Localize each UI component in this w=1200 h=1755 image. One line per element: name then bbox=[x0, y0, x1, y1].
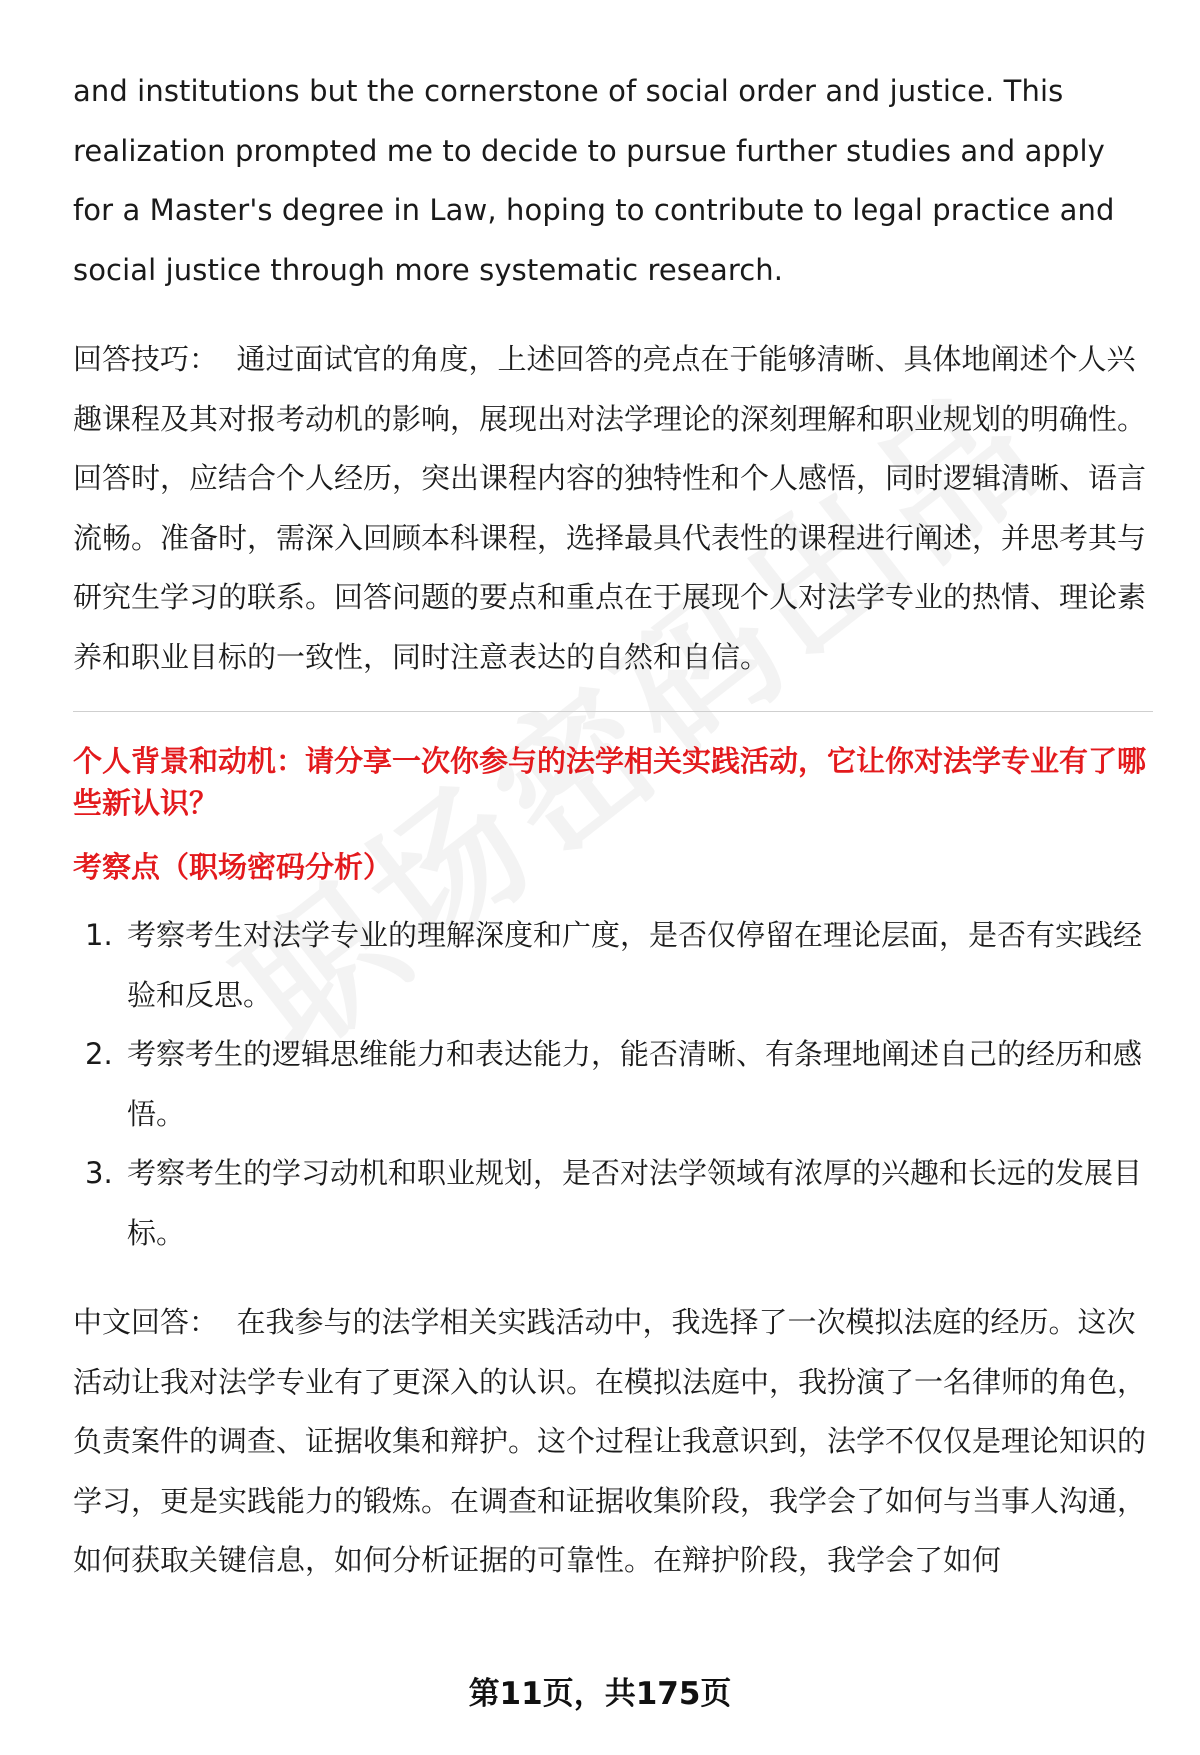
exam-points-title: 考察点（职场密码分析） bbox=[73, 850, 393, 884]
list-item bbox=[73, 1025, 1153, 1144]
list-item-number: 3. bbox=[85, 1156, 113, 1190]
page-number: 第11页，共175页 bbox=[468, 1676, 732, 1712]
answer-paragraph bbox=[73, 1293, 1153, 1591]
list-item-text: 考察考生的学习动机和职业规划，是否对法学领域有浓厚的兴趣和长远的发展目标。 bbox=[127, 1156, 1143, 1250]
english-paragraph: and institutions but the cornerstone of social order and justice. This realization prompted me to decide to pursue further studies and apply for a Master's degree in Law, hoping to contribute to legal practice and social justice through more systematic research. bbox=[73, 74, 1115, 287]
list-item-number: 2. bbox=[85, 1037, 113, 1071]
tips-paragraph bbox=[73, 330, 1153, 687]
question-heading: 个人背景和动机：请分享一次你参与的法学相关实践活动，它让你对法学专业有了哪些新认识？ bbox=[73, 744, 1147, 820]
tips-label: 回答技巧： bbox=[73, 342, 219, 376]
answer-label: 中文回答： bbox=[73, 1305, 219, 1339]
list-item bbox=[73, 906, 1153, 1025]
list-item-text: 考察考生对法学专业的理解深度和广度，是否仅停留在理论层面，是否有实践经验和反思。 bbox=[127, 918, 1143, 1012]
tips-text: 通过面试官的角度，上述回答的亮点在于能够清晰、具体地阐述个人兴趣课程及其对报考动机的影响，展现出对法学理论的深刻理解和职业规划的明确性。回答时，应结合个人经历，突出课程内容的独特性和个人感悟，同时逻辑清晰、语言流畅。准备时，需深入回顾本科课程，选择最具代表性的课程进行阐述，并思考其与研究生学习的联系。回答问题的要点和重点在于展现个人对法学专业的热情、理论素养和职业目标的一致性，同时注意表达的自然和自信。 bbox=[73, 342, 1147, 674]
answer-text: 在我参与的法学相关实践活动中，我选择了一次模拟法庭的经历。这次活动让我对法学专业有了更深入的认识。在模拟法庭中，我扮演了一名律师的角色，负责案件的调查、证据收集和辩护。这个过程让我意识到，法学不仅仅是理论知识的学习，更是实践能力的锻炼。在调查和证据收集阶段，我学会了如何与当事人沟通，如何获取关键信息，如何分析证据的可靠性。在辩护阶段，我学会了如何 bbox=[73, 1305, 1147, 1577]
page-content bbox=[73, 62, 1153, 1591]
list-item-number: 1. bbox=[85, 918, 113, 952]
exam-points-list bbox=[73, 906, 1153, 1263]
list-item bbox=[73, 1144, 1153, 1263]
section-divider bbox=[73, 711, 1153, 712]
list-item-text: 考察考生的逻辑思维能力和表达能力，能否清晰、有条理地阐述自己的经历和感悟。 bbox=[127, 1037, 1143, 1131]
